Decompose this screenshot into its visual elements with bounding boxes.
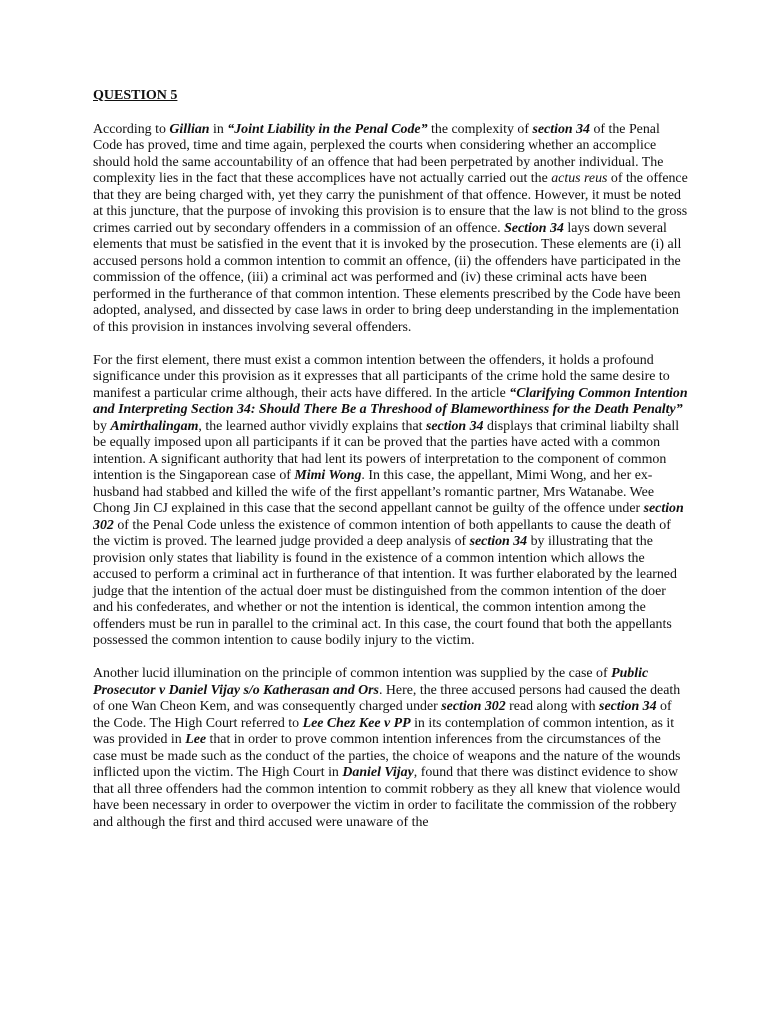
emphasis-text: section 34 (599, 699, 657, 714)
paragraph (93, 666, 688, 831)
paragraph-text: in (209, 121, 228, 137)
emphasis-text: “Joint Liability in the Penal Code” (227, 121, 428, 137)
paragraph-text: that in order to prove common intention inferences from the circumstances of the case must be made such as the conduct of the parties, the choice of weapons and the nature of the wounds inflicted upon the victim. The High Court in (93, 732, 681, 780)
paragraph-text: displays that criminal liabilty shall be equally imposed upon all participants if it can be proved that the parties have acted with a common intention. A significant authority that had lent its powers of interpretation to the component of common intention is the Singaporean case of (93, 418, 680, 483)
emphasis-text: Amirthalingam (110, 418, 199, 434)
paragraph-text: in its contemplation of common intention, as it was provided in (93, 715, 675, 747)
paragraph-text: of the Penal Code unless the existence of common intention of both appellants to cause the death of the victim is proved. The learned judge provided a deep analysis of (93, 517, 671, 549)
paragraph-text: the complexity of (427, 121, 533, 137)
emphasis-text: Gillian (169, 121, 210, 137)
paragraph-text: by (93, 418, 111, 434)
paragraph-text: For the first element, there must exist a common intention between the offenders, it holds a profound significance under this provision as it expresses that all participants of the crime hold the same desire to manifest a particular crime although, their acts have differed. In the article (93, 352, 670, 401)
paragraph-text: of the Penal Code has proved, time and time again, perplexed the courts when considering whether an accomplice should hold the same accountability of an offence that had been perpetrated by another individual. The complexity lies in the fact that these accomplices have not actually carried out the (93, 121, 664, 186)
emphasis-text: “Clarifying Common Intention and Interpreting Section 34: Should There Be a Threshood of Blameworthiness for the Death Penalty” (93, 385, 688, 417)
paragraph-text: , the learned author vividly explains that (198, 418, 426, 434)
paragraph (93, 122, 688, 337)
emphasis-text: section 302 (93, 501, 684, 533)
emphasis-text: section 302 (441, 699, 506, 714)
paragraph-text: of the Code. The High Court referred to (93, 699, 672, 731)
emphasis-text: Mimi Wong (294, 468, 362, 483)
emphasis-text: Lee (185, 732, 207, 747)
paragraph-text: , found that there was distinct evidence to show that all three offenders had the common intention to commit robbery as they all knew that violence would have been necessary in order to overpower the victim in order to facilitate the commission of the robbery and although the first and third accused were unaware of the (93, 765, 681, 830)
paragraph-text: Another lucid illumination on the principle of common intention was supplied by the case of (93, 666, 612, 681)
document-body (93, 122, 688, 832)
emphasis-text: section 34 (469, 534, 528, 549)
paragraph-text: lays down several elements that must be satisfied in the event that it is invoked by the prosecution. These elements are (i) all accused persons hold a common intention to commit an offence, (ii) the offenders have participated in the commission of the offence, (iii) a criminal act was performed and (iv) these criminal acts have been performed in the furtherance of that common intention. These elements prescribed by the Code have been adopted, analysed, and dissected by case laws in order to bring deep understanding in the implementation of this provision in instances involving several offenders. (93, 220, 682, 335)
paragraph-text: by illustrating that the provision only states that liability is found in the existence of a common intention which allows the accused to perform a criminal act in furtherance of that intention. It was further elaborated by the learned judge that the intention of the actual doer must be distinguished from the common intention of the doer and his confederates, and whether or not the intention is identical, the common intention among the offenders must be run in parallel to the criminal act. In this case, the court found that both the appellants possessed the common intention to cause bodily injury to the victim. (93, 534, 677, 648)
emphasis-text: Daniel Vijay (342, 765, 414, 780)
paragraph (93, 353, 688, 650)
emphasis-text: Public Prosecutor v Daniel Vijay s/o Katherasan and Ors (93, 666, 649, 698)
emphasis-text: Section 34 (504, 220, 564, 236)
emphasis-text: actus reus (551, 171, 608, 186)
paragraph-text: read along with (505, 699, 600, 714)
paragraph-text: . Here, the three accused persons had caused the death of one Wan Cheon Kem, and was consequently charged under (93, 682, 681, 714)
paragraph-text: According to (93, 121, 170, 137)
emphasis-text: section 34 (532, 121, 590, 137)
emphasis-text: section 34 (425, 418, 484, 434)
emphasis-text: Lee Chez Kee v PP (302, 715, 411, 731)
paragraph-text: of the offence that they are being charged with, yet they carry the punishment of that offence. However, it must be noted at this juncture, that the purpose of invoking this provision is to ensure that the law is not blind to the gross crimes carried out by secondary offenders in a commission of an offence. (93, 171, 688, 236)
question-heading: QUESTION 5 (93, 88, 178, 103)
paragraph-text: . In this case, the appellant, Mimi Wong, and her ex-husband had stabbed and killed the wife of the first appellant’s romantic partner, Mrs Watanabe. Wee Chong Jin CJ explained in this case that the second appellant cannot be guilty of the offence under (93, 468, 655, 516)
